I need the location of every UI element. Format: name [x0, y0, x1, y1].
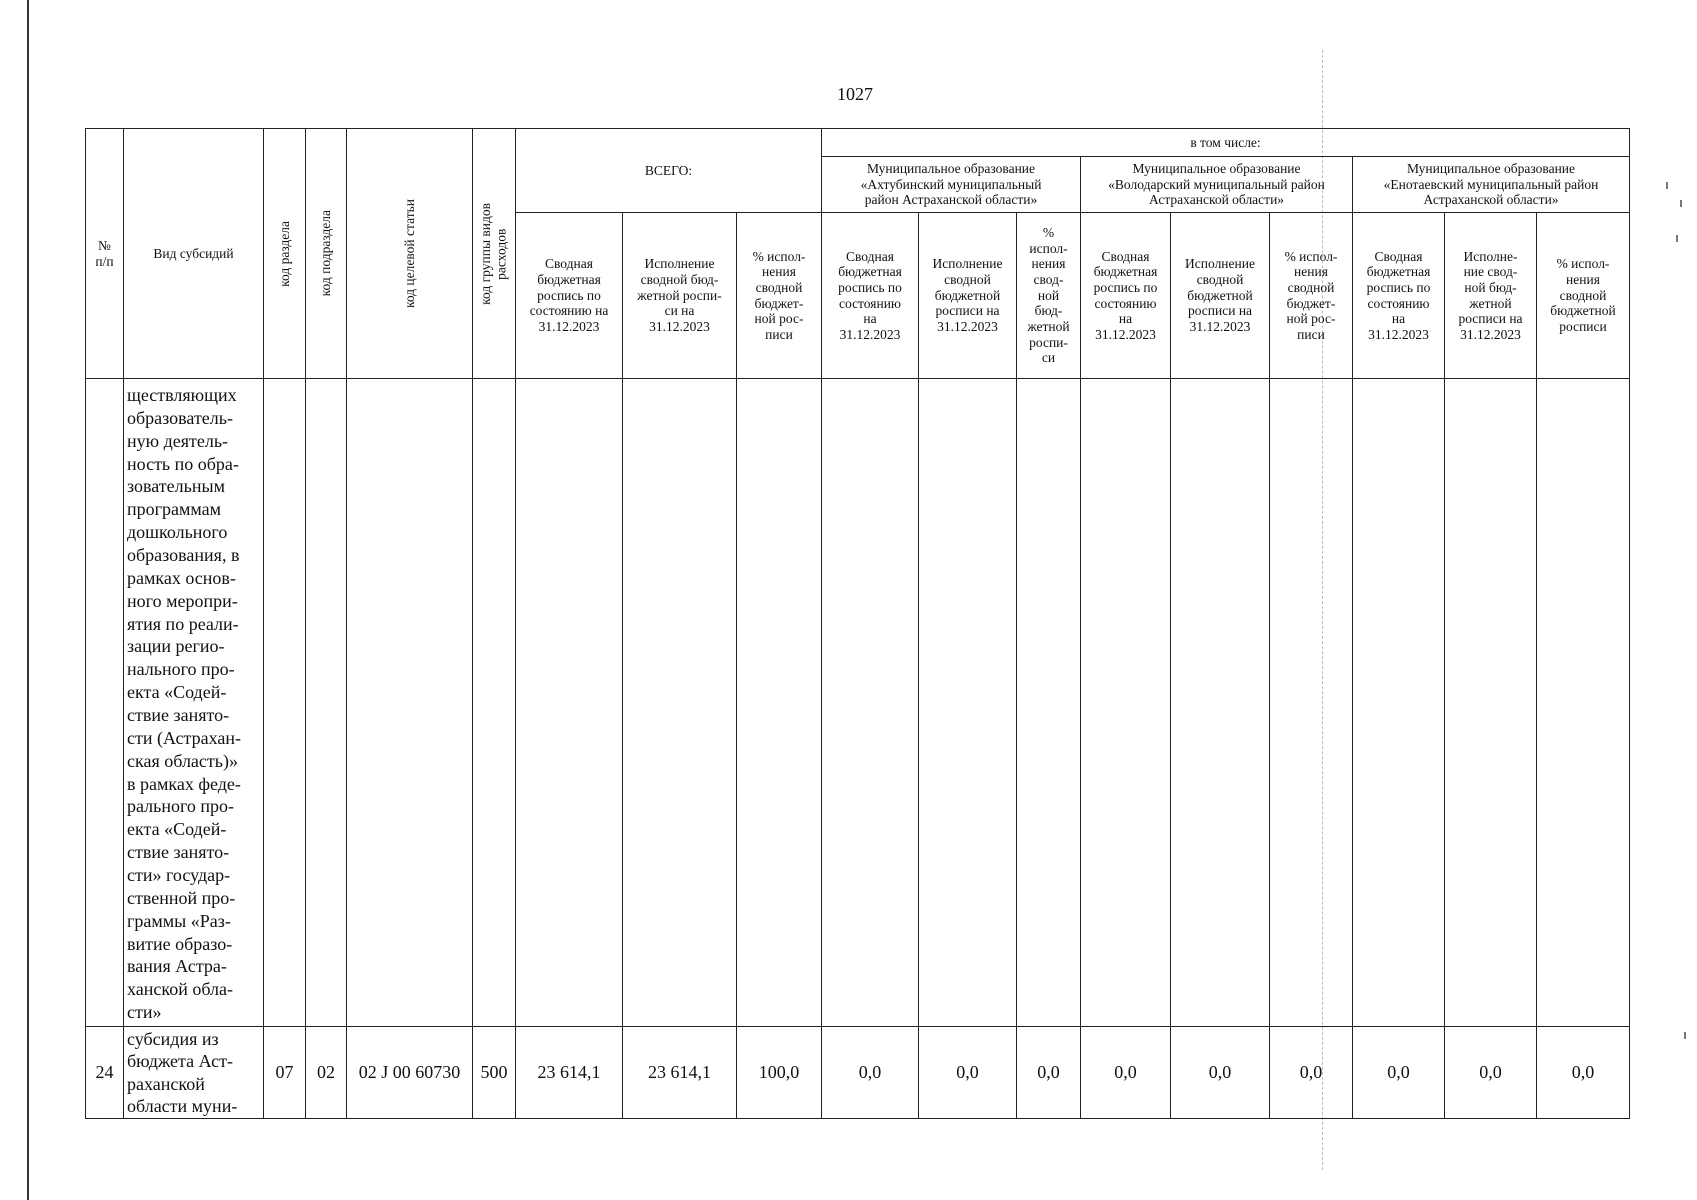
header-mo3-exec: Исполне- ние свод- ной бюд- жетной росписи на 31.12.2023 — [1445, 213, 1537, 379]
edge-mark — [1666, 182, 1668, 189]
header-including: в том числе: — [822, 129, 1630, 157]
table-cell — [737, 379, 822, 1027]
row-section-code: 07 — [264, 1027, 306, 1119]
table-cell — [473, 379, 516, 1027]
row-mo1-pct: 0,0 — [1017, 1027, 1081, 1119]
header-total-pct: % испол- нения сводной бюджет- ной рос- писи — [737, 213, 822, 379]
table-row-continued — [86, 379, 1630, 1027]
edge-mark — [1676, 235, 1678, 242]
header-mo1-pct: % испол- нения свод- ной бюд- жетной роспи- си — [1017, 213, 1081, 379]
header-mo2-pct: % испол- нения сводной бюджет- ной рос- писи — [1270, 213, 1353, 379]
row-mo1-exec: 0,0 — [919, 1027, 1017, 1119]
row-total-plan: 23 614,1 — [516, 1027, 623, 1119]
row-total-pct: 100,0 — [737, 1027, 822, 1119]
row-num: 24 — [86, 1027, 124, 1119]
row-target-code: 02 J 00 60730 — [347, 1027, 473, 1119]
table-row-24 — [86, 1027, 1630, 1119]
table-cell — [1537, 379, 1630, 1027]
table-cell — [822, 379, 919, 1027]
page-number: 1027 — [837, 84, 873, 104]
table-cell — [1270, 379, 1353, 1027]
table-cell — [1171, 379, 1270, 1027]
row-mo2-pct: 0,0 — [1270, 1027, 1353, 1119]
row-mo3-plan: 0,0 — [1353, 1027, 1445, 1119]
table-cell — [1353, 379, 1445, 1027]
row-kind: субсидия из бюджета Аст- раханской области муни- — [124, 1027, 264, 1119]
header-total-plan: Сводная бюджетная роспись по состоянию на 31.12.2023 — [516, 213, 623, 379]
table-cell — [919, 379, 1017, 1027]
header-expense-group-code: код группы видов расходов — [473, 129, 516, 379]
row-mo2-exec: 0,0 — [1171, 1027, 1270, 1119]
binding-line — [27, 0, 29, 1200]
table-cell — [516, 379, 623, 1027]
header-kind: Вид субсидий — [124, 129, 264, 379]
table-cell — [1081, 379, 1171, 1027]
table-cell — [347, 379, 473, 1027]
header-mo3-plan: Сводная бюджетная роспись по состоянию на 31.12.2023 — [1353, 213, 1445, 379]
header-total: ВСЕГО: — [516, 129, 822, 213]
row-mo2-plan: 0,0 — [1081, 1027, 1171, 1119]
header-mo-volodarsky: Муниципальное образование «Володарский муниципальный район Астраханской области» — [1081, 157, 1353, 213]
header-mo2-exec: Исполнение сводной бюджетной росписи на 31.12.2023 — [1171, 213, 1270, 379]
edge-mark — [1684, 1032, 1686, 1039]
header-mo1-exec: Исполнение сводной бюджетной росписи на 31.12.2023 — [919, 213, 1017, 379]
header-section-code: код раздела — [264, 129, 306, 379]
header-mo-enotaevsky: Муниципальное образование «Енотаевский муниципальный район Астраханской области» — [1353, 157, 1630, 213]
table-cell — [306, 379, 347, 1027]
header-mo-akhtubinsky: Муниципальное образование «Ахтубинский муниципальный район Астраханской области» — [822, 157, 1081, 213]
header-mo1-plan: Сводная бюджетная роспись по состоянию на 31.12.2023 — [822, 213, 919, 379]
table-cell — [86, 379, 124, 1027]
budget-execution-table — [85, 128, 1630, 1119]
row-mo1-plan: 0,0 — [822, 1027, 919, 1119]
row-mo3-exec: 0,0 — [1445, 1027, 1537, 1119]
edge-mark — [1680, 200, 1682, 207]
continued-kind-text: ществляющих образователь- ную деятель- ность по обра- зовательным программам дошкольного образования, в рамках основ- ного меропри- ятия по реали- зации регио- нального про- екта «Содей- ствие занято- сти (Астрахан- ская область)» в рамках феде- рального про- екта «Содей- ствие занято- сти» государ- ственной про- граммы «Раз- витие образо- вания Астра- ханской обла- сти» — [124, 379, 264, 1027]
header-subsection-code: код подраздела — [306, 129, 347, 379]
row-subsection-code: 02 — [306, 1027, 347, 1119]
row-total-exec: 23 614,1 — [623, 1027, 737, 1119]
header-row-1 — [86, 129, 1630, 157]
header-target-code: код целевой статьи — [347, 129, 473, 379]
row-mo3-pct: 0,0 — [1537, 1027, 1630, 1119]
table-cell — [1017, 379, 1081, 1027]
table-cell — [1445, 379, 1537, 1027]
table-cell — [264, 379, 306, 1027]
header-num: № п/п — [86, 129, 124, 379]
row-group-code: 500 — [473, 1027, 516, 1119]
header-mo3-pct: % испол- нения сводной бюджетной росписи — [1537, 213, 1630, 379]
header-mo2-plan: Сводная бюджетная роспись по состоянию на 31.12.2023 — [1081, 213, 1171, 379]
table-cell — [623, 379, 737, 1027]
header-total-exec: Исполнение сводной бюд- жетной роспи- си на 31.12.2023 — [623, 213, 737, 379]
